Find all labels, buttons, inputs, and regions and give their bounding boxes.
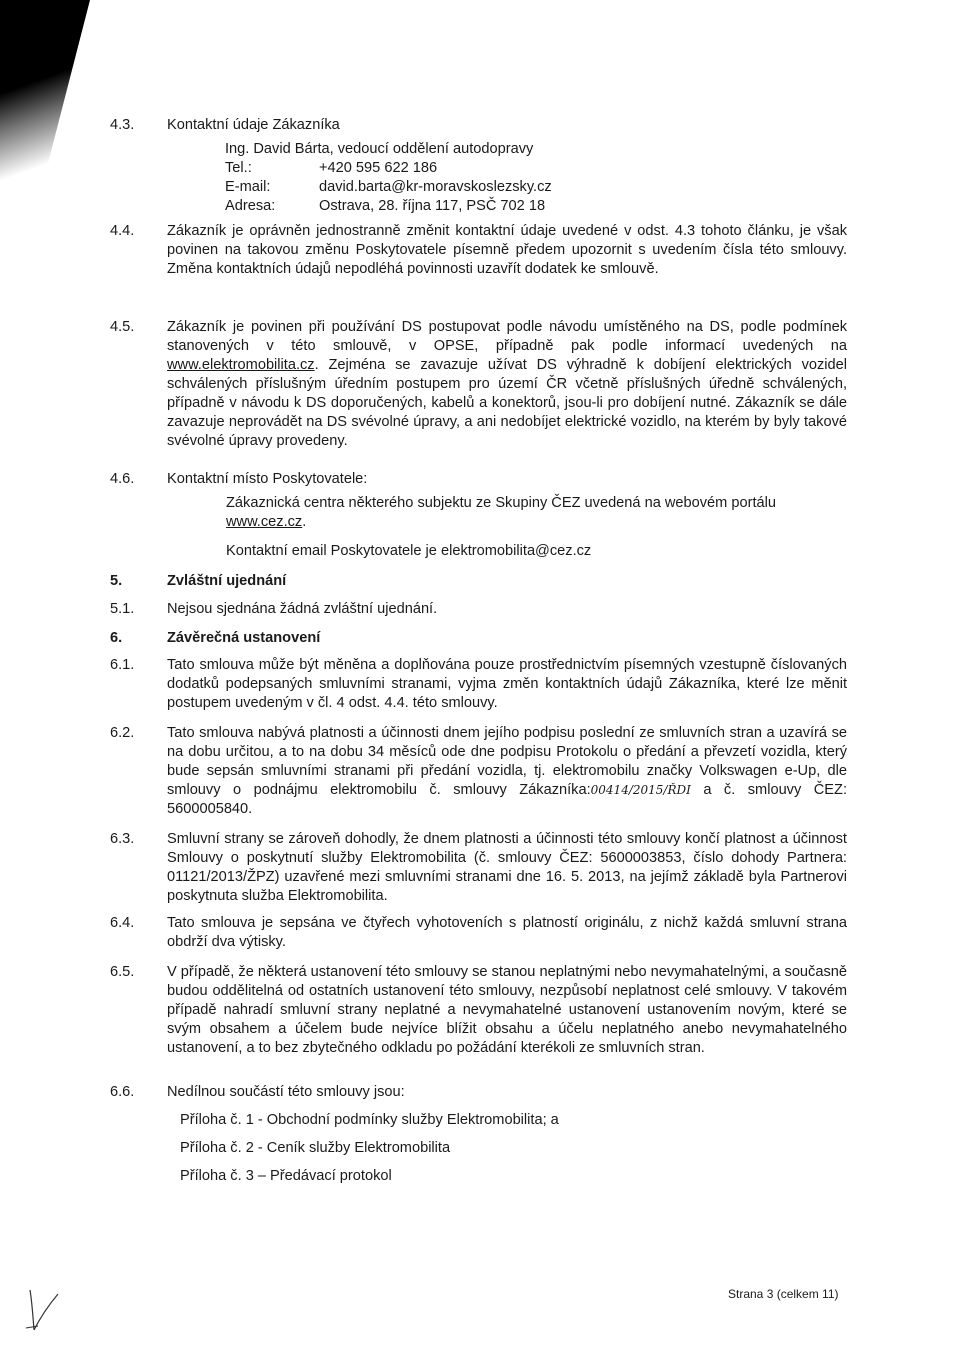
email-label: E-mail: [225,179,271,195]
attachment-item: Příloha č. 2 - Ceník služby Elektromobilita [180,1140,451,1156]
attachment-item: Příloha č. 3 – Předávací protokol [180,1168,392,1184]
attachment-item: Příloha č. 1 - Obchodní podmínky služby Elektromobilita; a [180,1112,559,1128]
section-text: Nejsou sjednána žádná zvláštní ujednání. [167,601,438,617]
section-number: 6.6. [110,1084,135,1100]
section-title: Kontaktní údaje Zákazníka [167,117,340,133]
chapter-number: 6. [110,630,123,646]
section-title: Kontaktní místo Poskytovatele: [167,471,368,487]
attachment-list [180,1111,559,1195]
contact-name: Ing. David Bárta, vedoucí oddělení autodopravy [225,141,534,157]
contact-centers-text: Zákaznická centra některého subjektu ze Skupiny ČEZ uvedená na webovém portálu www.cez.cz. [226,495,777,530]
section-number: 6.1. [110,657,135,673]
page-number-footer: Strana 3 (celkem 11) [728,1287,839,1301]
chapter-number: 5. [110,573,123,589]
section-number: 4.3. [110,117,135,133]
scan-shadow [0,0,90,280]
address-label: Adresa: [225,198,276,214]
section-text: Zákazník je oprávněn jednostranně změnit kontaktní údaje uvedené v odst. 4.3 tohoto článku, je však povinen na takovou změnu Poskytovatele písemně předem upozornit s uvedením čísla této smlouvy. Změna kontaktních údajů nepodléhá povinnosti uzavřít dodatek ke smlouvě. [167,223,847,277]
contact-details [225,140,552,216]
section-number: 6.4. [110,915,135,931]
address-value: Ostrava, 28. října 117, PSČ 702 18 [319,198,546,214]
section-text: Tato smlouva nabývá platnosti a účinnosti dnem jejího podpisu poslední ze smluvních stran a uzavírá se na dobu určitou, a to na dobu 34 měsíců ode dne podpisu Protokolu o předání a převzetí vozidla, který bude sepsán smluvními stranami při předání vozidla, tj. elektromobilu značky Volkswagen e-Up, dle smlouvy o podnájmu elektromobilu č. smlouvy Zákazníka:00414/2015/ŘDI a č. smlouvy ČEZ: 5600005840. [167,725,847,817]
section-number: 6.5. [110,964,135,980]
section-text: Smluvní strany se zároveň dohodly, že dnem platnosti a účinnosti této smlouvy končí platnost a účinnost Smlouvy o poskytnutí služby Elektromobilita (č. smlouvy ČEZ: 5600003853, číslo dohody Partnera: 01121/2013/ŽPZ) uzavřené mezi smluvními stranami dne 16. 5. 2013, na jejímž základě byla Partnerovi poskytnuta služba Elektromobilita. [167,831,847,904]
section-number: 6.3. [110,831,135,847]
section-number: 4.4. [110,223,135,239]
section-number: 5.1. [110,601,135,617]
section-text: V případě, že některá ustanovení této smlouvy se stanou neplatnými nebo nevymahatelnými, a současně budou oddělitelná od ostatních ustanovení této smlouvy, nezpůsobí neplatnost celé smlouvy. V takovém případě nahradí smluvní strany neplatné a nevymahatelné ustanovení ustanovením novým, které se svým obsahem a účelem bude nejvíce blížit obsahu a účelu neplatného anebo nevymahatelného ustanovení, a to bez zbytečného odkladu po požádání kterékoli ze smluvních stran. [167,964,847,1056]
section-number: 4.5. [110,319,135,335]
website-link[interactable]: www.elektromobilita.cz [167,357,315,373]
chapter-title: Závěrečná ustanovení [167,630,321,646]
initials-signature [24,1288,64,1334]
handwritten-contract-number: 00414/2015/ŘDI [590,783,691,797]
cez-link[interactable]: www.cez.cz [226,514,303,530]
section-text: Zákazník je povinen při používání DS postupovat podle návodu umístěného na DS, podle podmínek stanovených v této smlouvě, v OPSE, případně pak podle informací uvedených na www.elektromobilita.cz. Zejména se zavazuje užívat DS výhradně k dobíjení elektrických vozidel schválených příslušným úředním postupem pro území ČR včetně příslušných úředně schválených, případně v návodu k DS doporučených, kabelů a konektorů, jsou-li pro dobíjení nutné. Zákazník se dále zavazuje neprovádět na DS svévolné úpravy, a ani nedobíjet elektrické vozidlo, na kterém by byly takové svévolné úpravy provedeny. [167,319,847,449]
contact-email-text: Kontaktní email Poskytovatele je elektromobilita@cez.cz [226,543,592,559]
email-value: david.barta@kr-moravskoslezsky.cz [319,179,552,195]
tel-label: Tel.: [225,160,252,176]
chapter-title: Zvláštní ujednání [167,573,287,589]
section-text: Tato smlouva může být měněna a doplňována pouze prostřednictvím písemných vzestupně číslovaných dodatků podepsaných smluvními stranami, vyjma změn kontaktních údajů Zákazníka, které lze měnit postupem uvedeným v čl. 4 odst. 4.4. této smlouvy. [167,657,847,711]
section-text: Tato smlouva je sepsána ve čtyřech vyhotoveních s platností originálu, z nichž každá smluvní strana obdrží dva výtisky. [167,915,847,950]
section-number: 4.6. [110,471,135,487]
tel-value: +420 595 622 186 [319,160,438,176]
section-number: 6.2. [110,725,135,741]
section-text: Nedílnou součástí této smlouvy jsou: [167,1084,405,1100]
